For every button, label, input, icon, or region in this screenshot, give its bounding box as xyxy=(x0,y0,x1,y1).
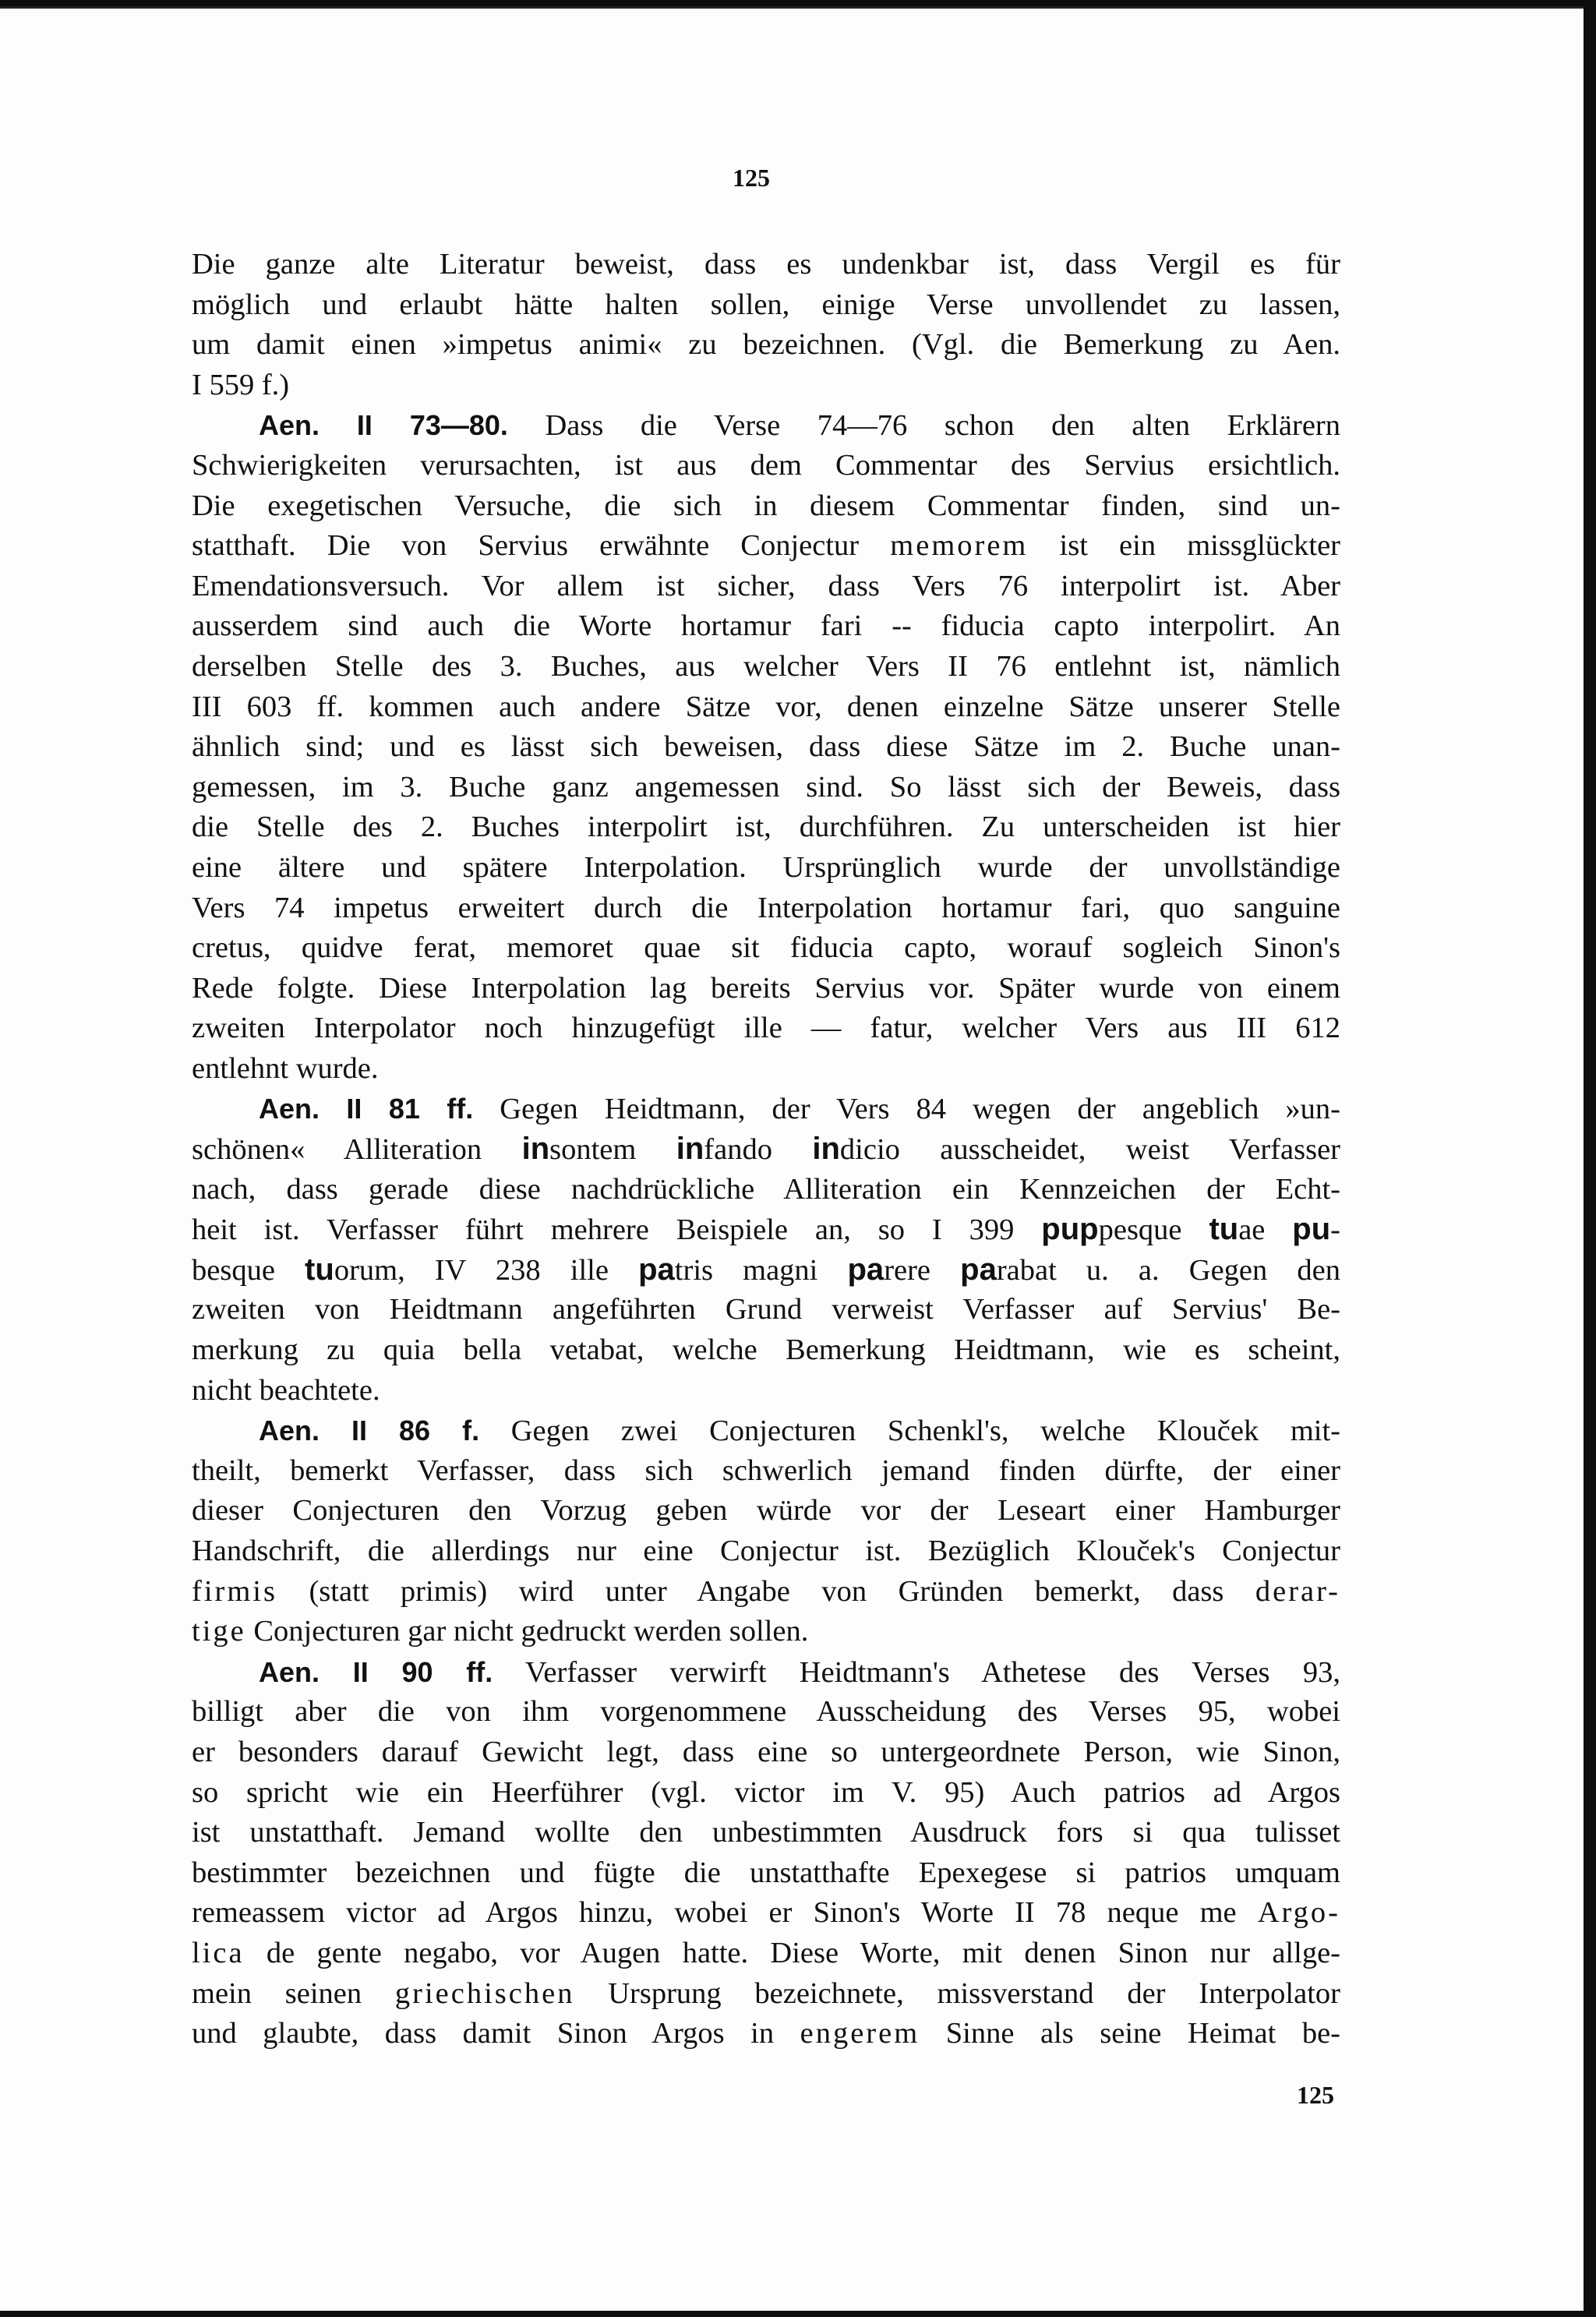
text-segment: Gegen Heidtmann, der Vers 84 wegen der angeblich »un- xyxy=(473,1093,1340,1126)
text-line xyxy=(192,325,1340,366)
text-line xyxy=(192,1290,1340,1330)
alliteration-emphasis: tu xyxy=(1209,1212,1239,1247)
spaced-emphasis: derar- xyxy=(1255,1574,1340,1608)
text-line xyxy=(192,1974,1340,2015)
text-segment: derselben Stelle des 3. Buches, aus welcher Vers II 76 entlehnt ist, nämlich xyxy=(192,649,1340,683)
text-segment: Die exegetischen Versuche, die sich in diesem Commentar finden, sind un- xyxy=(192,489,1340,522)
alliteration-emphasis: pa xyxy=(847,1252,885,1287)
text-line xyxy=(192,1129,1340,1170)
page-number-top: 125 xyxy=(733,164,770,192)
text-segment: zweiten Interpolator noch hinzugefügt ille — fatur, welcher Vers aus III 612 xyxy=(192,1012,1340,1045)
alliteration-emphasis: in xyxy=(676,1132,704,1167)
text-segment: orum, IV 238 ille xyxy=(334,1253,639,1287)
text-line xyxy=(192,285,1340,326)
alliteration-emphasis: pu xyxy=(1292,1212,1331,1247)
text-line xyxy=(192,526,1340,567)
text-line xyxy=(192,1853,1340,1894)
text-line xyxy=(192,446,1340,486)
alliteration-emphasis: pup xyxy=(1041,1212,1099,1247)
text-segment: Schwierigkeiten verursachten, ist aus dem Commentar des Servius ersichtlich. xyxy=(192,448,1340,482)
text-line xyxy=(192,928,1340,969)
text-segment: billigt aber die von ihm vorgenommene Ausscheidung des Verses 95, wobei xyxy=(192,1695,1340,1729)
text-line xyxy=(192,1934,1340,1974)
text-line xyxy=(192,366,1340,406)
text-segment: Vers 74 impetus erweitert durch die Interpolation hortamur fari, quo sanguine xyxy=(192,891,1340,924)
text-line xyxy=(192,1572,1340,1612)
book-page xyxy=(0,6,1584,2311)
text-segment: heit ist. Verfasser führt mehrere Beispiele an, so I 399 xyxy=(192,1213,1042,1247)
text-segment: fando xyxy=(704,1133,813,1167)
spaced-emphasis: memorem xyxy=(890,529,1029,563)
text-segment: um damit einen »impetus animi« zu bezeichnen. (Vgl. die Bemerkung zu Aen. xyxy=(192,328,1340,362)
text-line xyxy=(192,1089,1340,1129)
text-line xyxy=(192,606,1340,647)
text-segment: (statt primis) wird unter Angabe von Gründen bemerkt, dass xyxy=(277,1574,1255,1608)
alliteration-emphasis: in xyxy=(812,1132,840,1167)
text-segment: rabat u. a. Gegen den xyxy=(996,1253,1340,1287)
text-segment: statthaft. Die von Servius erwähnte Conjectur xyxy=(192,529,891,563)
alliteration-emphasis: pa xyxy=(638,1252,675,1287)
text-segment: Die ganze alte Literatur beweist, dass es undenkbar ist, dass Vergil es für xyxy=(192,248,1340,281)
spaced-emphasis: lica xyxy=(192,1936,245,1969)
text-segment: zweiten von Heidtmann angeführten Grund verweist Verfasser auf Servius' Be- xyxy=(192,1293,1340,1326)
text-segment: Conjecturen gar nicht gedruckt werden sollen. xyxy=(245,1615,809,1648)
text-segment: - xyxy=(1330,1213,1340,1247)
text-line xyxy=(192,1692,1340,1732)
text-segment: besque xyxy=(192,1253,305,1287)
text-segment: theilt, bemerkt Verfasser, dass sich schwerlich jemand finden dürfte, der einer xyxy=(192,1453,1340,1487)
text-segment: sontem xyxy=(549,1133,676,1167)
text-segment: Sinne als seine Heimat be- xyxy=(920,2017,1340,2050)
text-segment: Emendationsversuch. Vor allem ist sicher, dass Vers 76 interpolirt ist. Aber xyxy=(192,569,1340,602)
text-segment: remeassem victor ad Argos hinzu, wobei er Sinon's Worte II 78 neque me xyxy=(192,1896,1258,1930)
text-line xyxy=(192,1732,1340,1773)
text-line xyxy=(192,647,1340,687)
page-number-bottom: 125 xyxy=(1297,2081,1334,2109)
text-line xyxy=(192,1612,1340,1652)
text-line xyxy=(192,1531,1340,1572)
text-segment: nach, dass gerade diese nachdrückliche Alliteration ein Kennzeichen der Echt- xyxy=(192,1172,1340,1206)
text-segment: möglich und erlaubt hätte halten sollen, einige Verse unvollendet zu lassen, xyxy=(192,288,1340,321)
text-segment: Handschrift, die allerdings nur eine Conjectur ist. Bezüglich Klouček's Conjectur xyxy=(192,1535,1340,1567)
text-line xyxy=(192,1049,1340,1090)
text-segment: tris magni xyxy=(674,1253,848,1287)
text-segment: cretus, quidve ferat, memoret quae sit fiducia capto, worauf sogleich Sinon's xyxy=(192,931,1340,965)
text-segment: ausserdem sind auch die Worte hortamur fari -- fiducia capto interpolirt. An xyxy=(192,609,1340,643)
text-segment: merkung zu quia bella vetabat, welche Bemerkung Heidtmann, wie es scheint, xyxy=(192,1333,1340,1367)
text-segment: ist unstatthaft. Jemand wollte den unbestimmten Ausdruck fors si qua tulisset xyxy=(192,1816,1340,1849)
text-segment: die Stelle des 2. Buches interpolirt ist, durchführen. Zu unterscheiden ist hier xyxy=(192,811,1340,844)
text-line xyxy=(192,768,1340,808)
section-heading: Aen. II 81 ff. xyxy=(259,1093,474,1125)
text-line xyxy=(192,1008,1340,1049)
text-segment: I 559 f.) xyxy=(192,368,290,401)
text-line xyxy=(192,1652,1340,1693)
text-segment: schönen« Alliteration xyxy=(192,1133,522,1167)
text-line xyxy=(192,687,1340,728)
text-segment: und glaubte, dass damit Sinon Argos in xyxy=(192,2017,800,2050)
text-segment: gemessen, im 3. Buche ganz angemessen sind. So lässt sich der Beweis, dass xyxy=(192,770,1340,804)
text-line xyxy=(192,1330,1340,1371)
section-heading: Aen. II 86 f. xyxy=(259,1415,480,1447)
text-line xyxy=(192,848,1340,888)
text-segment: de gente negabo, vor Augen hatte. Diese Worte, mit denen Sinon nur allge- xyxy=(244,1936,1340,1969)
section-heading: Aen. II 73—80. xyxy=(259,409,508,442)
text-line xyxy=(192,1210,1340,1250)
text-line xyxy=(192,1491,1340,1531)
text-line xyxy=(192,1371,1340,1411)
spaced-emphasis: Argo- xyxy=(1257,1896,1340,1930)
section-heading: Aen. II 90 ff. xyxy=(259,1655,493,1688)
text-segment: Verfasser verwirft Heidtmann's Athetese des Verses 93, xyxy=(493,1655,1340,1689)
text-line xyxy=(192,405,1340,446)
text-line xyxy=(192,888,1340,929)
text-segment: dieser Conjecturen den Vorzug geben würde vor der Leseart einer Hamburger xyxy=(192,1494,1340,1528)
text-line xyxy=(192,1813,1340,1853)
text-line xyxy=(192,245,1340,285)
text-segment: so spricht wie ein Heerführer (vgl. victor im V. 95) Auch patrios ad Argos xyxy=(192,1775,1340,1809)
text-line xyxy=(192,1773,1340,1814)
text-line xyxy=(192,1250,1340,1291)
text-segment: rere xyxy=(884,1253,961,1287)
spaced-emphasis: tige xyxy=(192,1615,246,1648)
text-line xyxy=(192,2014,1340,2054)
body-text xyxy=(192,245,1340,2054)
text-segment: Ursprung bezeichnete, missverstand der Interpolator xyxy=(574,1976,1340,2010)
alliteration-emphasis: pa xyxy=(960,1252,997,1287)
text-segment: Dass die Verse 74—76 schon den alten Erklärern xyxy=(507,409,1341,443)
text-line xyxy=(192,1893,1340,1934)
spaced-emphasis: firmis xyxy=(192,1574,277,1608)
text-segment: entlehnt wurde. xyxy=(192,1051,379,1085)
page-top-border xyxy=(0,6,1584,9)
text-line xyxy=(192,727,1340,768)
text-segment: Rede folgte. Diese Interpolation lag bereits Servius vor. Später wurde von einem xyxy=(192,971,1340,1005)
text-segment: pesque xyxy=(1098,1213,1209,1247)
text-segment: bestimmter bezeichnen und fügte die unstatthafte Epexegese si patrios umquam xyxy=(192,1856,1340,1889)
spaced-emphasis: griechischen xyxy=(394,1976,575,2010)
alliteration-emphasis: tu xyxy=(305,1252,334,1287)
text-segment: ist ein missglückter xyxy=(1028,529,1340,563)
text-segment: er besonders darauf Gewicht legt, dass eine so untergeordnete Person, wie Sinon, xyxy=(192,1735,1340,1768)
text-segment: mein seinen xyxy=(192,1976,395,2010)
spaced-emphasis: engerem xyxy=(800,2017,920,2050)
text-segment: eine ältere und spätere Interpolation. Ursprünglich wurde der unvollständige xyxy=(192,850,1340,884)
text-segment: ähnlich sind; und es lässt sich beweisen, dass diese Sätze im 2. Buche unan- xyxy=(192,730,1340,764)
text-line xyxy=(192,1451,1340,1492)
alliteration-emphasis: in xyxy=(521,1132,550,1167)
text-segment: nicht beachtete. xyxy=(192,1373,380,1407)
text-line xyxy=(192,1411,1340,1451)
text-line xyxy=(192,969,1340,1009)
text-line xyxy=(192,1170,1340,1210)
text-line xyxy=(192,807,1340,848)
text-segment: dicio ausscheidet, weist Verfasser xyxy=(839,1133,1341,1167)
text-segment: ae xyxy=(1238,1213,1293,1247)
text-segment: Gegen zwei Conjecturen Schenkl's, welche Klouček mit- xyxy=(479,1415,1340,1448)
text-line xyxy=(192,486,1340,527)
text-segment: III 603 ff. kommen auch andere Sätze vor, denen einzelne Sätze unserer Stelle xyxy=(192,690,1340,723)
text-line xyxy=(192,567,1340,607)
